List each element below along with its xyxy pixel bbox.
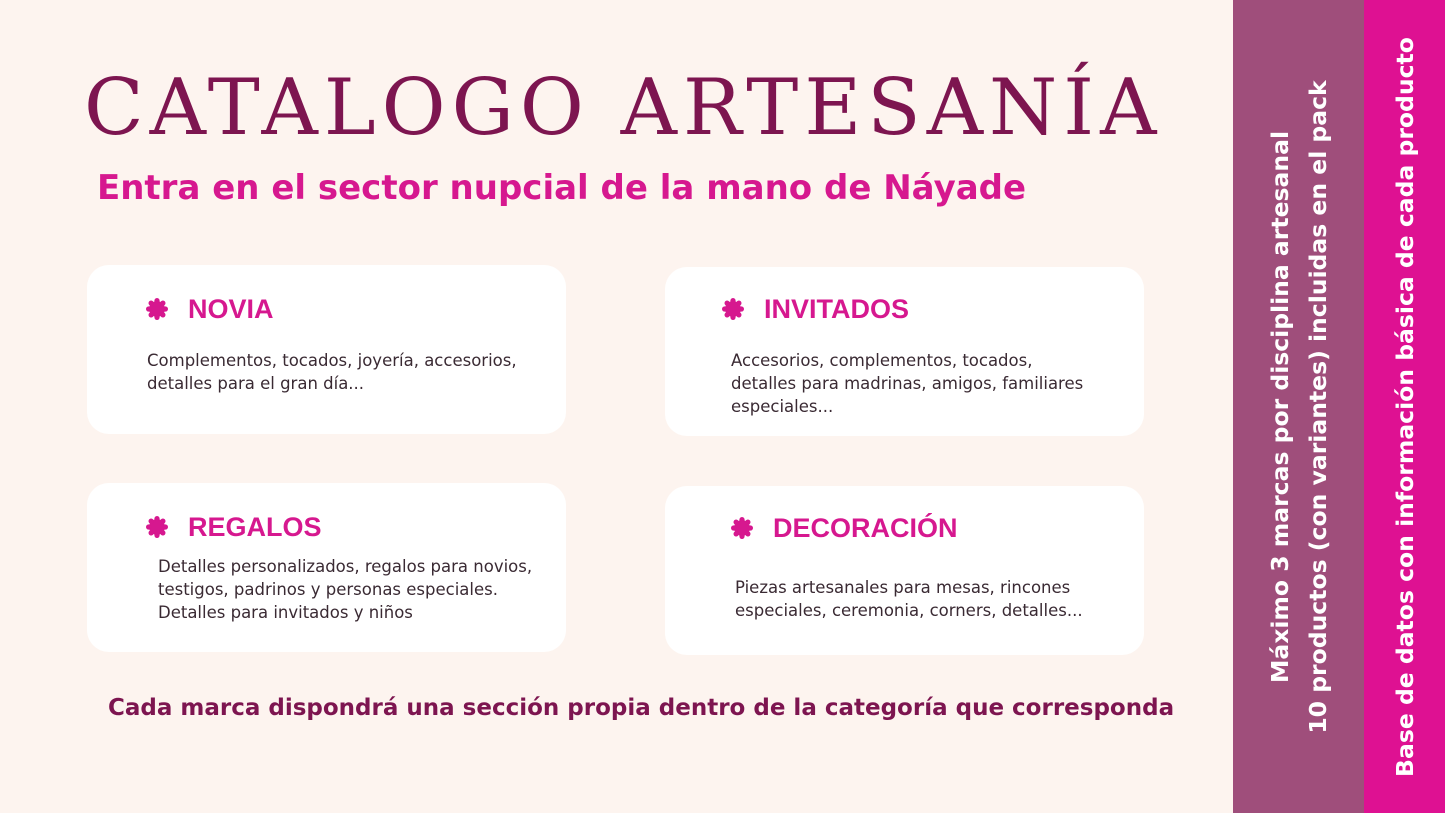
band-line-marcas: Máximo 3 marcas por disciplina artesanal xyxy=(1265,130,1294,683)
side-band-text xyxy=(1386,37,1424,777)
card-title: REGALOS xyxy=(188,512,322,542)
category-card-decoracion xyxy=(665,486,1144,655)
page-title: CATALOGO ARTESANÍA xyxy=(84,63,1163,153)
card-title: INVITADOS xyxy=(764,294,910,324)
category-card-novia xyxy=(87,265,566,434)
card-description: Piezas artesanales para mesas, rincones especiales, ceremonia, corners, detalles... xyxy=(735,578,1083,620)
card-title: NOVIA xyxy=(188,294,274,324)
band-line-productos: 10 productos (con variantes) incluidas en el pack xyxy=(1303,79,1332,734)
footer-note: Cada marca dispondrá una sección propia dentro de la categoría que corresponda xyxy=(108,695,1175,721)
card-description: Accesorios, complementos, tocados, detalles para madrinas, amigos, familiares especiales... xyxy=(731,351,1084,416)
flower-bullet-icon xyxy=(146,298,168,320)
card-title: DECORACIÓN xyxy=(773,513,958,543)
card-description: Detalles personalizados, regalos para novios, testigos, padrinos y personas especiales. Detalles para invitados y niños xyxy=(158,557,533,622)
band-line-base-datos: Base de datos con información básica de cada producto xyxy=(1390,36,1419,777)
flower-bullet-icon xyxy=(722,298,744,320)
category-card-invitados xyxy=(665,267,1144,436)
flower-bullet-icon xyxy=(731,517,753,539)
page-subtitle: Entra en el sector nupcial de la mano de Náyade xyxy=(97,168,1027,208)
category-card-regalos xyxy=(87,483,566,652)
side-band-database xyxy=(1364,0,1445,813)
card-description: Complementos, tocados, joyería, accesorios, detalles para el gran día... xyxy=(147,351,517,393)
flower-bullet-icon xyxy=(146,516,168,538)
side-band-text xyxy=(1261,80,1337,733)
side-band-pack xyxy=(1233,0,1364,813)
